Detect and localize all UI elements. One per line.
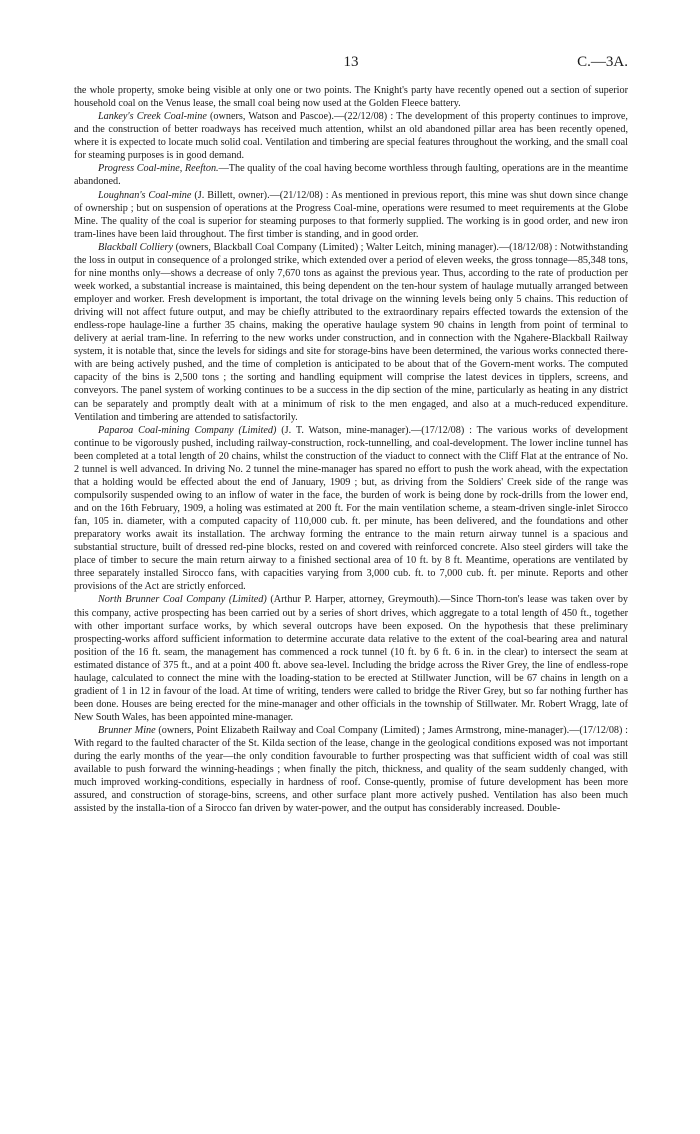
paragraph-paparoa-coal-mining bbox=[74, 424, 628, 594]
page-number: 13 bbox=[343, 54, 359, 70]
paragraph-text: —The quality of the coal having become worthless through faulting, operations are in the meantime abandoned. bbox=[74, 163, 628, 188]
paragraph-lead: Loughnan's Coal-mine bbox=[98, 189, 192, 201]
paragraph-loughnans-coal-mine bbox=[74, 189, 628, 241]
paragraph-lead: Brunner Mine bbox=[98, 725, 156, 737]
series-code: C.—3A. bbox=[577, 54, 628, 70]
paragraph-text: (J. Billett, owner).—(21/12/08) : As mentioned in previous report, this mine was shut down since change of ownership ; but on suspension of operations at the Progress Coal-mine, operations were resumed to meet requirements at the Globe Mine. The quality of the coal is superior for steaming purposes to that formerly supplied. The working is in good order, and new iron tram-lines have been laid throughout. The first timber is standing, and in good order. bbox=[74, 189, 628, 240]
paragraph-progress-coal-mine bbox=[74, 162, 628, 188]
paragraph-text: (J. T. Watson, mine-manager).—(17/12/08) : The various works of development continue to be vigorously pushed, including railway-construction, rock-tunnelling, and coal-development. The lower incline tunnel has been completed at a total length of 20 chains, whilst the construction of the viaduct to connect with the Cliff Flat at the entrance of No. 2 tunnel is well advanced. In driving No. 2 tunnel the mine-manager has spared no effort to push the work ahead, with the expectation that a holding would be effected about the end of January, 1909 ; but, as driving from the Soldiers' Creek side of the range was compulsorily suspended owing to an inflow of water in the face, the burden of work is being done by rock-drills from the lower end, and on the 16th February, 1909, a holing was estimated at 200 ft. For the main ventilation scheme, a steam-driven single-inlet Sirocco fan, 105 in. diameter, with a computed capacity of 110,000 cub. ft. per minute, has been delivered, and the foundations and other preparatory works await its installation. The archway forming the entrance to the main return airway tunnel is a spacious and substantial structure, built of dressed red-pine blocks, rested on and covered with reinforced concrete. Also steel girders will take the place of timber to secure the main return airway to a finished sectional area of 10 ft. by 8 ft. Meantime, operations are ventilated by three separately installed Sirocco fans, with capacities varying from 3,000 cub. ft. to 7,000 cub. ft. per minute. Reports and other provisions of the Act are strictly enforced. bbox=[74, 424, 628, 593]
paragraph-brunner-mine bbox=[74, 724, 628, 815]
paragraph-lead: Blackball Colliery bbox=[98, 241, 173, 253]
paragraph-text: the whole property, smoke being visible at only one or two points. The Knight's party have recently opened out a section of superior household coal on the Venus lease, the small coal being now used at the Golden Fleece battery. bbox=[74, 85, 628, 110]
paragraph-text: (owners, Point Elizabeth Railway and Coal Company (Limited) ; James Armstrong, mine-manager).—(17/12/08) : With regard to the faulted character of the St. Kilda section of the lease, change in the geological conditions exposed was not important during the early months of the year—the only condition favourable to further prospecting was that sufficient width of coal was still available to push forward the winning-headings ; when finally the pitch, thickness, and quality of the seam suddenly changed, with much improved working-conditions, especially in hardness of roof. Conse-quently, promise of future development has been more assured, and construction of storage-bins, screens, and other surface plant more actively pushed. Ventilation has also been much assisted by the installa-tion of a Sirocco fan driven by water-power, and the output has considerably increased. Double- bbox=[74, 725, 628, 815]
paragraph-lankeys-creek bbox=[74, 110, 628, 162]
paragraph-north-brunner bbox=[74, 593, 628, 724]
report-body bbox=[74, 84, 628, 816]
paragraph-lead: Paparoa Coal-mining Company (Limited) bbox=[98, 424, 277, 436]
paragraph-lead: North Brunner Coal Company (Limited) bbox=[98, 594, 267, 606]
page-header bbox=[74, 54, 628, 76]
paragraph-text: (owners, Watson and Pascoe).—(22/12/08) : The development of this property continues to improve, and the construction of better roadways has received much attention, whilst an old abandoned pillar area has been recently opened, where it is expected to locate much solid coal. Ventilation and timbering are special features throughout the working, and the small coal for steaming purposes is in good demand. bbox=[74, 111, 628, 162]
paragraph-text: (Arthur P. Harper, attorney, Greymouth).—Since Thorn-ton's lease was taken over by this company, active prospecting has been carried out by a series of short drives, which aggregate to a total length of 450 ft., together with other important surface works, by which several outcrops have been exposed. On the hypothesis that these preliminary prospecting-works afford sufficient information to determine accurate data relative to the extent of the coal-bearing area and natural position of the 16 ft. seam, the management has commenced a rock tunnel (10 ft. by 6 ft. 6 in. in the clear) to intersect the seam at estimated distance of 375 ft., and at a point 400 ft. above sea-level. Including the bridge across the River Grey, the line of endless-rope haulage, calculated to connect the mine with the loading-station to be erected at Stillwater Junction, will be 67 chains in length on a gradient of 1 in 12 in favour of the load. At time of writing, tenders were called to bridge the River Grey, but so far nothing further has been done. Houses are being erected for the mine-manager and other officials in the township of Stillwater. Mr. Robert Wragg, late of New South Wales, has been appointed mine-manager. bbox=[74, 594, 629, 723]
paragraph-lead: Lankey's Creek Coal-mine bbox=[98, 111, 207, 123]
paragraph-whole-property-continuation bbox=[74, 84, 628, 110]
paragraph-blackball-colliery bbox=[74, 241, 628, 424]
paragraph-text: (owners, Blackball Coal Company (Limited) ; Walter Leitch, mining manager).—(18/12/08) : Notwithstanding the loss in output in consequence of a prolonged strike, which extended over a period of eleven weeks, the gross tonnage—85,348 tons, for nine months only—shows a decrease of only 7,670 tons as against the previous year. Thus, according to the rate of production per week worked, a substantial increase is maintained, this being dependent on the ten-hour system of haulage mutually arranged between employer and worker. Fresh development is important, the total drivage on the winning levels being only 5 chains. This reduction of driving will not affect future output, and may be chiefly attributed to the extraordinary repairs effected towards the extension of the endless-rope haulage-line a further 35 chains, making the operative haulage system 90 chains in length from point of terminal to delivery at aerial tram-line. In referring to the new works under construction, and in connection with the Ngahere-Blackball Railway system, it is notable that, since the levels for sidings and site for storage-bins have been determined, the various works connected there-with are being actively pushed, and the time of completion is anticipated to be about that of the Govern-ment works. The computed capacity of the bins is 2,500 tons ; the sorting and handling equipment will comprise the latest devices in tipplers, screens, and conveyors. The panel system of working continues to be a success in the dip section of the mine, particularly as heating in any district can be separately and promptly dealt with at a minimum of risk to the men engaged, and also at a much-reduced expenditure. Ventilation and timbering are attended to satisfactorily. bbox=[74, 241, 628, 423]
paragraph-lead: Progress Coal-mine, Reefton. bbox=[98, 163, 219, 175]
